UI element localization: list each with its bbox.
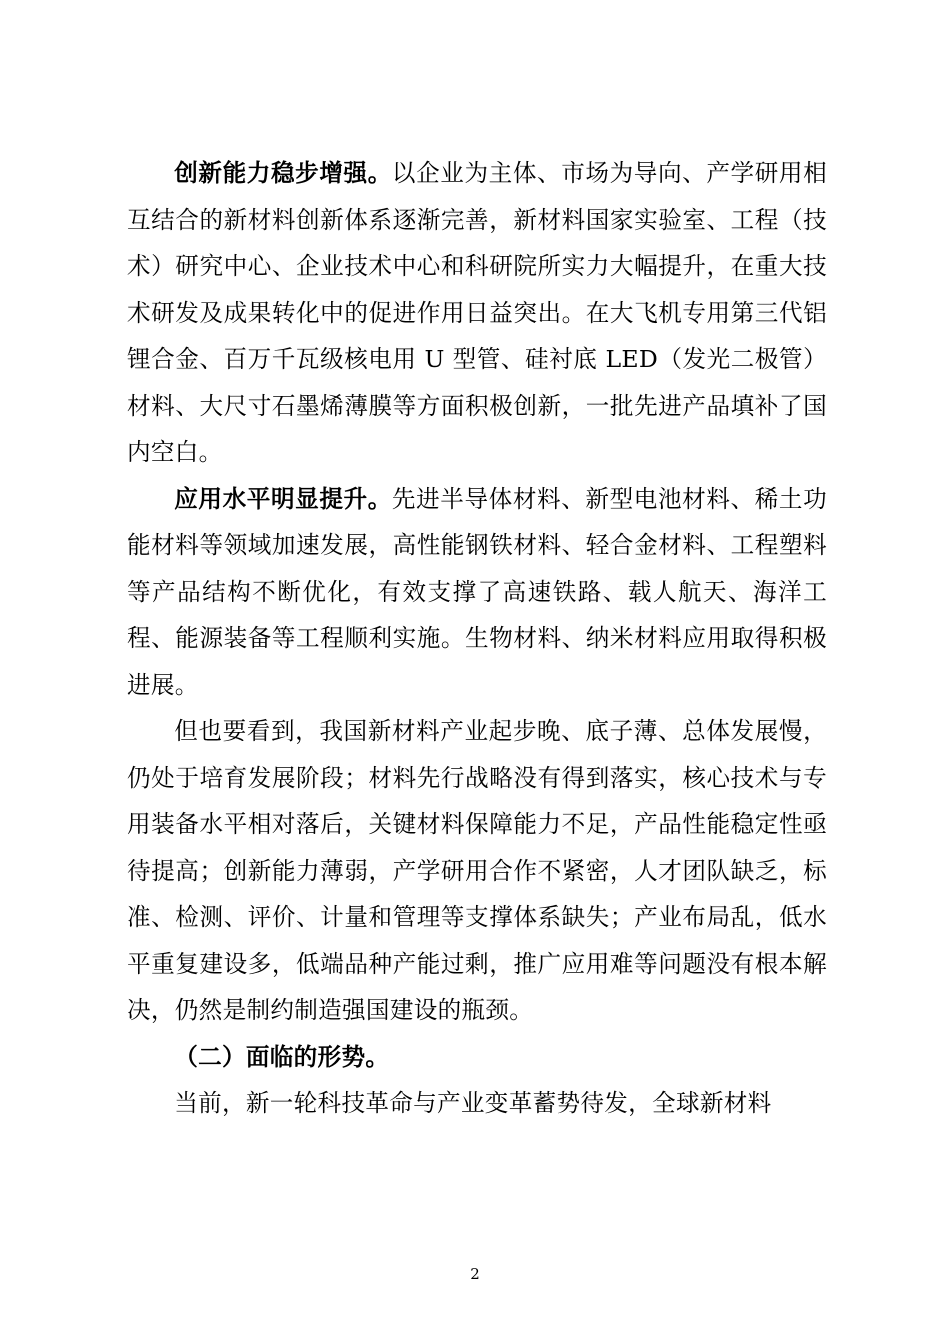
paragraph-situation: [127, 1080, 827, 1127]
paragraph-heading: 创新能力稳步增强。: [174, 159, 392, 187]
paragraph-innovation: [127, 150, 827, 476]
page-number: 2: [470, 1265, 480, 1283]
paragraph-application: [127, 476, 827, 709]
paragraph-body: 先进半导体材料、新型电池材料、稀土功能材料等领域加速发展，高性能钢铁材料、轻合金材料、工程塑料等产品结构不断优化，有效支撑了高速铁路、载人航天、海洋工程、能源装备等工程顺利实施。生物材料、纳米材料应用取得积极进展。: [127, 484, 827, 699]
paragraph-problems: [127, 708, 827, 1034]
paragraph-heading: 应用水平明显提升。: [174, 484, 392, 513]
paragraph-body: 但也要看到，我国新材料产业起步晚、底子薄、总体发展慢，仍处于培育发展阶段；材料先行战略没有得到落实，核心技术与专用装备水平相对落后，关键材料保障能力不足，产品性能稳定性亟待提高；创新能力薄弱，产学研用合作不紧密，人才团队缺乏，标准、检测、评价、计量和管理等支撑体系缺失；产业布局乱，低水平重复建设多，低端品种产能过剩，推广应用难等问题没有根本解决，仍然是制约制造强国建设的瓶颈。: [127, 717, 827, 1024]
paragraph-body: 以企业为主体、市场为导向、产学研用相互结合的新材料创新体系逐渐完善，新材料国家实验室、工程（技术）研究中心、企业技术中心和科研院所实力大幅提升，在重大技术研发及成果转化中的促进作用日益突出。在大飞机专用第三代铝锂合金、百万千瓦级核电用 U 型管、硅衬底 LED（发光二极管）材料、大尺寸石墨烯薄膜等方面积极创新，一批先进产品填补了国内空白。: [127, 159, 827, 466]
body-text: [127, 150, 827, 1127]
section-heading: [127, 1034, 827, 1081]
paragraph-body: 当前，新一轮科技革命与产业变革蓄势待发，全球新材料: [174, 1089, 772, 1117]
paragraph-heading: （二）面临的形势。: [174, 1042, 390, 1071]
